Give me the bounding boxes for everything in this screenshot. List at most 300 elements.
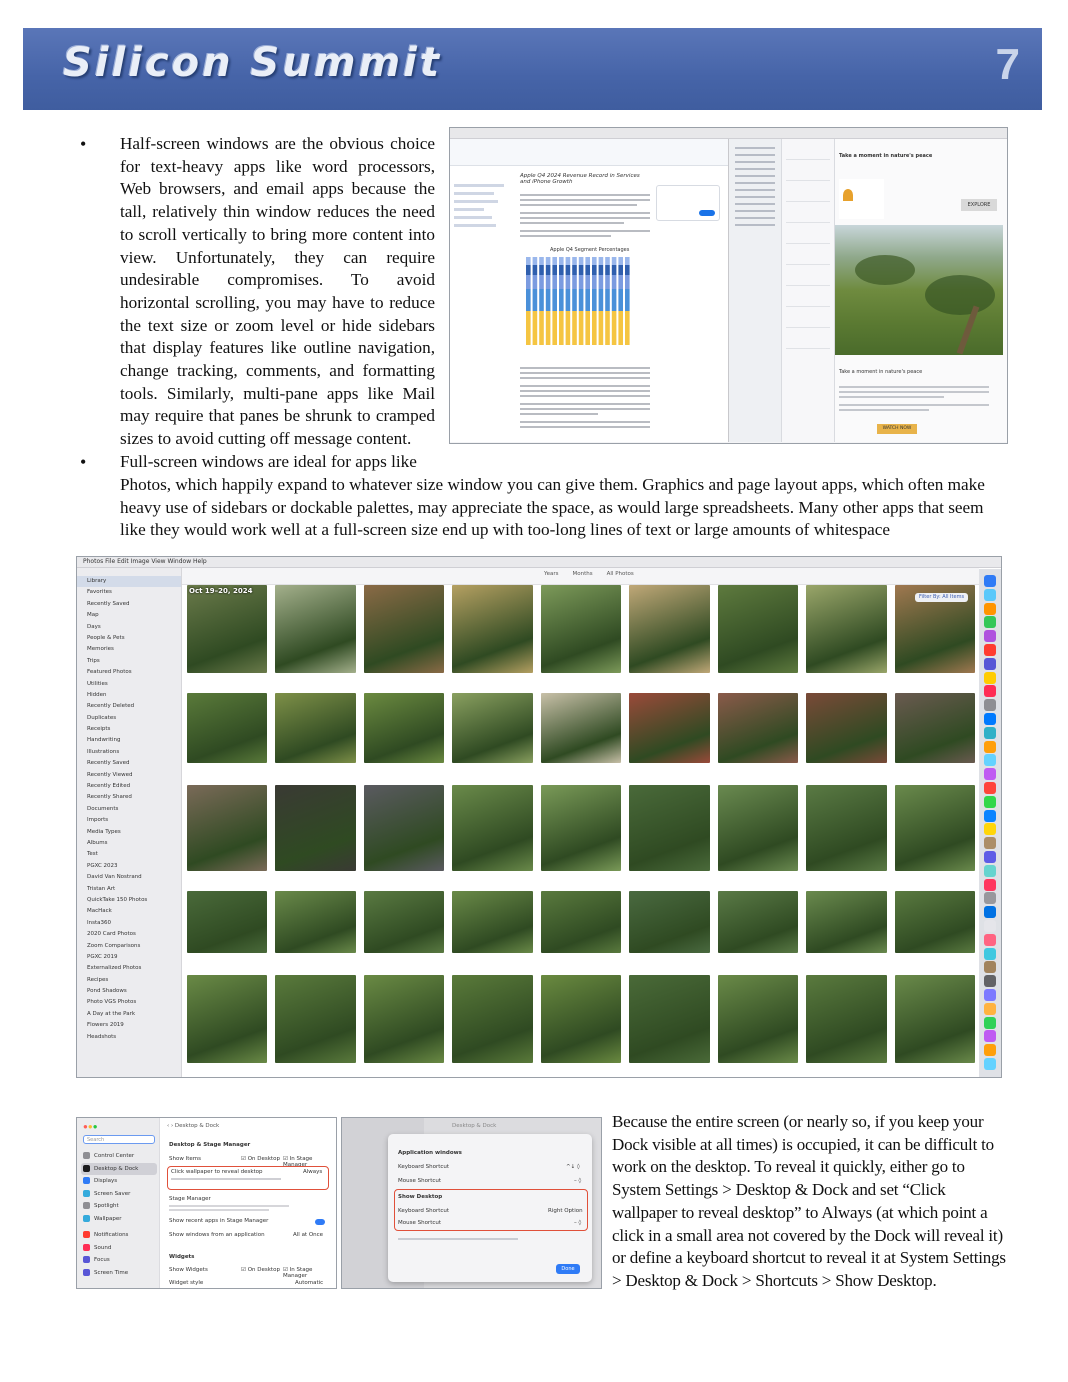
mail-article-lines [839,383,989,414]
chart-bar-segment [612,289,617,311]
settings-sidebar-label: Control Center [94,1153,135,1159]
photos-sidebar-item[interactable]: Headshots [87,1033,117,1040]
chart-bar-segment [585,289,590,311]
settings-sidebar-item[interactable] [81,1188,157,1201]
photo-thumbnail[interactable] [187,693,267,763]
chart-bar-segment [566,289,571,311]
photos-sidebar-item[interactable]: Recently Shared [87,794,132,801]
settings-item-icon [83,1165,90,1172]
photo-thumbnail[interactable] [187,785,267,871]
click-wallpaper-label: Click wallpaper to reveal desktop [171,1169,263,1175]
chart-bar-segment [526,275,531,289]
photo-thumbnail[interactable] [187,891,267,953]
dock-app-icon[interactable] [984,879,996,891]
photo-thumbnail[interactable] [364,891,444,953]
chart-bar-segment [559,275,564,289]
dock-app-icon[interactable] [984,823,996,835]
photos-sidebar-item[interactable]: Recently Deleted [87,703,135,710]
photo-thumbnail[interactable] [452,585,532,673]
chart-bar-segment [559,311,564,345]
photo-thumbnail[interactable] [718,891,798,953]
dock-app-icon[interactable] [984,575,996,587]
photos-sidebar-item[interactable]: People & Pets [87,634,125,641]
dock-app-icon[interactable] [984,768,996,780]
photos-view-tab[interactable]: Years [544,571,559,577]
photos-date-heading: Oct 19–20, 2024 [189,587,253,595]
photos-sidebar-item[interactable]: Recently Viewed [87,771,133,778]
photo-thumbnail[interactable] [364,585,444,673]
settings-desktop-dock-screenshot [76,1117,337,1289]
settings-section-title: Desktop & Stage Manager [169,1142,251,1148]
dock-app-icon[interactable] [984,699,996,711]
settings-sidebar-label: Spotlight [94,1203,119,1209]
show-desktop-heading: Show Desktop [398,1194,443,1200]
settings-sidebar-item[interactable] [81,1242,157,1255]
chart-bar-segment [579,311,584,345]
bullet-paragraph-full-screen: Photos, which happily expand to whatever size window you can give them. Graphics and page layout apps, which often make heavy use of sidebars or dockable palettes, may appreciate the space, as would large spreadsheets. Many other apps that seem like they would work well at a full-screen size end up with too-long lines of text or large amounts of whitespace [120,475,985,540]
show-widgets-label: Show Widgets [169,1267,208,1273]
photo-thumbnail[interactable] [806,785,886,871]
photos-sidebar-item[interactable]: PGXC 2019 [87,953,118,960]
settings-sidebar-label: Notifications [94,1232,129,1238]
settings-item-icon [83,1244,90,1251]
on-desktop-checkbox[interactable]: ☑ On Desktop [241,1156,280,1162]
chart-bar-segment [612,265,617,275]
chart-bar-segment [566,311,571,345]
newsletter-title: Silicon Summit [63,40,443,86]
photo-thumbnail[interactable] [629,785,709,871]
mail-watch-button[interactable]: WATCH NOW [877,424,917,434]
photos-sidebar-item[interactable]: Recently Saved [87,760,130,767]
photos-filter-button[interactable]: Filter By: All Items [915,593,968,602]
photo-thumbnail[interactable] [895,891,975,953]
dock-app-icon[interactable] [984,644,996,656]
photos-sidebar-item[interactable]: Illustrations [87,748,120,755]
photos-sidebar-item[interactable]: Externalized Photos [87,965,142,972]
chart-bar-segment [533,289,538,311]
chart-bar-segment [592,275,597,289]
photos-sidebar [77,568,182,1077]
chart-bar-segment [618,311,623,345]
chart-bar-segment [526,311,531,345]
chart-bar-segment [533,275,538,289]
chart-bar-segment [585,265,590,275]
widgets-desktop-label: On Desktop [247,1267,280,1273]
app-windows-keyboard-label: Keyboard Shortcut [398,1164,450,1170]
chart-bar-segment [552,289,557,311]
photos-sidebar-item[interactable]: Hidden [87,691,107,698]
photos-sidebar-item[interactable]: Recently Saved [87,600,130,607]
dock-app-icon[interactable] [984,1003,996,1015]
chart-bar-segment [612,257,617,265]
settings-item-icon [83,1215,90,1222]
dock-app-icon[interactable] [984,810,996,822]
settings-sidebar-label: Screen Saver [94,1190,131,1197]
photos-sidebar-item[interactable]: Zoom Comparisons [87,942,141,949]
photos-sidebar-item[interactable]: Trips [87,657,100,664]
chart-bar-segment [612,311,617,345]
dock-app-icon[interactable] [984,1044,996,1056]
mail-message-list [782,139,835,442]
photos-sidebar-item[interactable]: QuickTake 150 Photos [87,896,148,903]
settings-sidebar-label: Desktop & Dock [94,1165,139,1172]
split-view-screenshot [449,127,1008,444]
dock-app-icon[interactable] [984,713,996,725]
chart-bar-segment [539,289,544,311]
docs-toolbar [450,139,728,166]
mail-hero-image [835,225,1003,355]
dock-app-icon[interactable] [984,837,996,849]
chart-bar-segment [552,265,557,275]
photos-sidebar-item[interactable]: Featured Photos [87,669,132,676]
photos-sidebar-item[interactable]: Map [87,612,99,619]
settings-item-icon [83,1177,90,1184]
photos-sidebar-item[interactable]: MacHack [87,908,112,915]
dock-app-icon[interactable] [984,727,996,739]
chart-bar-segment [605,289,610,311]
photos-sidebar-item[interactable]: Pond Shadows [87,988,127,995]
chart-bar-segment [625,289,630,311]
recent-apps-toggle[interactable] [315,1219,325,1225]
photo-thumbnail[interactable] [364,975,444,1063]
chart-bar-segment [559,289,564,311]
chart-bar-segment [539,257,544,265]
photo-thumbnail[interactable] [541,891,621,953]
photo-thumbnail[interactable] [364,785,444,871]
docs-body-lines-lower [520,364,650,431]
photos-sidebar-item[interactable]: Memories [87,646,114,653]
closing-paragraph: Because the entire screen (or nearly so, if you keep your Dock visible at all times) is occupied, it can be difficult to work on the desktop. To reveal it quickly, either go to System Settings > Desktop & Dock and set “Click wallpaper to reveal desktop” to Always (at which point a click in a small area not covered by the Dock will reveal it) or define a keyboard shortcut to reveal it at System Settings > Desktop & Dock > Shortcuts > Show Desktop. [612,1112,1006,1290]
app-windows-mouse-label: Mouse Shortcut [398,1178,442,1184]
dock-app-icon[interactable] [984,754,996,766]
chart-bar-segment [579,257,584,265]
show-desktop-keyboard-label: Keyboard Shortcut [398,1208,450,1214]
chart-bar-segment [539,275,544,289]
chart-bar-segment [605,265,610,275]
chart-bar-segment [552,257,557,265]
photo-thumbnail[interactable] [275,585,355,673]
photos-sidebar-item[interactable]: PGXC 2023 [87,862,118,869]
settings-sidebar-item[interactable] [81,1163,157,1176]
dock-app-icon[interactable] [984,1017,996,1029]
dock-app-icon[interactable] [984,975,996,987]
chart-bar-segment [625,311,630,345]
dock [979,569,1001,1077]
chart-bar-segment [579,289,584,311]
app-windows-heading: Application windows [398,1150,462,1156]
photos-sidebar-item[interactable]: Handwriting [87,737,121,744]
dock-app-icon[interactable] [984,1058,996,1070]
chart-bar-segment [605,257,610,265]
done-button[interactable]: Done [556,1264,580,1274]
chart-bar-segment [546,311,551,345]
photos-sidebar-item[interactable]: Insta360 [87,919,111,926]
chart-bar-segment [552,275,557,289]
docs-outline [454,179,514,299]
photos-sidebar-item[interactable]: Recipes [87,976,109,983]
photos-sidebar-item[interactable]: 2020 Card Photos [87,931,136,938]
dock-app-icon[interactable] [984,630,996,642]
chart-bar-segment [566,257,571,265]
dock-app-icon[interactable] [984,892,996,904]
show-desktop-mouse-label: Mouse Shortcut [398,1220,442,1226]
stage-manager-label: Stage Manager [169,1196,211,1202]
dock-app-icon[interactable] [984,920,996,932]
chart-bar-segment [546,257,551,265]
photo-thumbnail[interactable] [452,785,532,871]
docs-comment-card[interactable] [656,185,720,221]
photo-thumbnail[interactable] [629,585,709,673]
chart-bar-segment [605,275,610,289]
chart-bar-segment [585,275,590,289]
photos-sidebar-item[interactable]: Library [77,576,181,587]
show-windows-select[interactable]: All at Once [293,1232,324,1238]
chart-bar-segment [572,289,577,311]
photos-view-tab[interactable]: Months [572,571,593,577]
settings-sidebar-label: Screen Time [94,1269,129,1276]
click-wallpaper-select[interactable]: Always [303,1169,323,1175]
photo-thumbnail[interactable] [187,975,267,1063]
dock-app-icon[interactable] [984,685,996,697]
chart-bar-segment [526,257,531,265]
chart-bar-segment [539,265,544,275]
dock-app-icon[interactable] [984,658,996,670]
dock-app-icon[interactable] [984,865,996,877]
chart-bar-segment [585,257,590,265]
chart-bar-segment [579,275,584,289]
chart-bar-segment [572,257,577,265]
chart-bar-segment [625,265,630,275]
widgets-stage-checkbox[interactable]: ☑ In Stage Manager [283,1267,313,1279]
bullet-paragraph-half-screen: Half-screen windows are the obvious choice for text-heavy apps like word processors, Web browsers, and email apps because the tall, relatively thin window reduces the need to scroll vertically to bring more content into view. Unfortunately, they can require undesirable compromises. To avoid horizontal scrolling, you may have to reduce the text size or zoom level or hide sidebars that display features like outline navigation, change tracking, comments, and formatting tools. Similarly, multi-pane apps like Mail may require that panes be shrunk to cramped sizes to avoid cutting off message content. [120,134,435,449]
chart-bar-segment [599,311,604,345]
dock-app-icon[interactable] [984,616,996,628]
photo-thumbnail[interactable] [275,975,355,1063]
dock-app-icon[interactable] [984,851,996,863]
dock-app-icon[interactable] [984,589,996,601]
docs-body-lines [520,191,650,240]
photo-thumbnail[interactable] [629,891,709,953]
chart-bar-segment [592,311,597,345]
mail-subject: Take a moment in nature's peace [839,153,933,159]
chart-bar-segment [572,265,577,275]
photos-sidebar-item[interactable]: Days [87,623,101,630]
photo-thumbnail[interactable] [187,585,267,673]
shortcuts-sheet [388,1134,592,1282]
show-windows-label: Show windows from an application [169,1232,265,1238]
photos-sidebar-item[interactable]: Tristan Art [87,885,116,892]
widgets-desktop-checkbox[interactable]: ☑ On Desktop [241,1267,280,1273]
photo-thumbnail[interactable] [452,891,532,953]
photos-sidebar-item[interactable]: Test [87,851,98,858]
dock-app-icon[interactable] [984,906,996,918]
chart-bar-segment [559,265,564,275]
stage-manager-label: In Stage Manager [283,1156,313,1168]
photo-thumbnail[interactable] [806,693,886,763]
chart-bar-segment [605,311,610,345]
chart-bar-segment [579,265,584,275]
chart-bar-segment [612,275,617,289]
photos-view-tab[interactable]: All Photos [606,571,634,577]
photo-thumbnail[interactable] [718,975,798,1063]
photos-grid [183,585,979,1077]
settings-sidebar-item[interactable] [81,1213,157,1226]
photo-thumbnail[interactable] [806,975,886,1063]
mail-sender-logo [839,179,884,219]
photo-thumbnail[interactable] [895,785,975,871]
photo-thumbnail[interactable] [275,785,355,871]
docs-heading: Apple Q4 2024 Revenue Record in Services and iPhone Growth [520,173,640,185]
show-desktop-keyboard-select[interactable]: Right Option [548,1208,583,1214]
bullet-paragraph-full-screen-start: Full-screen windows are ideal for apps like [120,452,417,471]
photo-thumbnail[interactable] [364,693,444,763]
chart-bar-segment [533,265,538,275]
dock-app-icon[interactable] [984,948,996,960]
settings-shortcuts-screenshot [341,1117,602,1289]
mail-mailbox-list [729,139,782,442]
settings-sidebar-item[interactable] [81,1150,157,1163]
dock-app-icon[interactable] [984,603,996,615]
photo-thumbnail[interactable] [629,975,709,1063]
photos-sidebar-item[interactable]: Photo VGS Photos [87,999,137,1006]
chart-bar-segment [526,289,531,311]
chart-bar-segment [526,265,531,275]
photos-sidebar-item[interactable]: Utilities [87,680,108,687]
chart-bar-segment [625,275,630,289]
chart-bar-segment [592,265,597,275]
settings-breadcrumb-dimmed: Desktop & Dock [452,1123,497,1129]
photo-thumbnail[interactable] [275,693,355,763]
chart-bar-segment [546,275,551,289]
settings-sidebar-item[interactable] [81,1200,157,1213]
photo-thumbnail[interactable] [541,693,621,763]
chart-bar-segment [599,289,604,311]
mail-window [729,139,1007,442]
chart-bar-segment [546,265,551,275]
settings-search-field[interactable]: Search [83,1135,155,1144]
widgets-stage-label: In Stage Manager [283,1267,313,1279]
settings-sidebar: ● ● ● Search Control Center Desktop & Dock Displays Screen Saver Spotlight Wallpaper Notifications Sound Focus Screen Time [77,1118,160,1288]
settings-sidebar-label: Wallpaper [94,1215,122,1222]
recent-apps-label: Show recent apps in Stage Manager [169,1218,269,1224]
chart-bar-segment [533,311,538,345]
photos-screenshot [76,556,1002,1078]
dock-app-icon[interactable] [984,934,996,946]
chart-bar-segment [533,257,538,265]
photo-thumbnail[interactable] [541,585,621,673]
chart-bar-segment [618,275,623,289]
dock-app-icon[interactable] [984,741,996,753]
photo-thumbnail[interactable] [806,891,886,953]
chart-bar-segment [559,257,564,265]
photos-sidebar-item[interactable]: Imports [87,817,109,824]
settings-item-icon [83,1256,90,1263]
photo-thumbnail[interactable] [718,693,798,763]
on-desktop-label: On Desktop [247,1156,280,1162]
show-desktop-mouse-select[interactable]: – ◊ [574,1220,582,1226]
settings-sidebar-item[interactable] [81,1254,157,1267]
chart-bar-segment [592,289,597,311]
settings-sidebar-item[interactable] [81,1175,157,1188]
settings-sidebar-item[interactable] [81,1229,157,1242]
photos-sidebar-item[interactable]: David Van Nostrand [87,874,142,881]
dock-app-icon[interactable] [984,672,996,684]
photos-sidebar-item[interactable]: Flowers 2019 [87,1022,124,1029]
chart-bar-segment [585,311,590,345]
dock-app-icon[interactable] [984,989,996,1001]
photo-thumbnail[interactable] [629,693,709,763]
photo-thumbnail[interactable] [718,785,798,871]
dock-app-icon[interactable] [984,796,996,808]
newsletter-header [23,28,1042,110]
settings-item-icon [83,1231,90,1238]
app-windows-keyboard-select[interactable]: ^↓ ◊ [566,1164,580,1170]
widget-style-label: Widget style [169,1280,204,1286]
chart-bar-segment [618,257,623,265]
app-windows-mouse-select[interactable]: – ◊ [574,1178,582,1184]
settings-item-icon [83,1269,90,1276]
photos-sidebar-item[interactable]: Favorites [87,589,112,596]
settings-sidebar-label: Displays [94,1178,118,1184]
photo-thumbnail[interactable] [541,785,621,871]
mail-explore-button[interactable]: EXPLORE [961,199,997,211]
dock-app-icon[interactable] [984,961,996,973]
docs-window [450,139,729,442]
chart-bar-segment [618,265,623,275]
settings-breadcrumb[interactable]: ‹ › Desktop & Dock [167,1123,220,1129]
photos-sidebar-item[interactable]: Albums [87,839,108,846]
mail-article-title: Take a moment in nature's peace [839,369,923,375]
photo-thumbnail[interactable] [452,975,532,1063]
settings-item-icon [83,1202,90,1209]
photo-thumbnail[interactable] [275,891,355,953]
settings-item-icon [83,1190,90,1197]
menubar [450,128,1007,139]
chart-bar-segment [566,275,571,289]
chart-bar-segment [599,275,604,289]
photos-sidebar-item[interactable]: A Day at the Park [87,1010,136,1017]
widgets-section-title: Widgets [169,1254,195,1260]
page-number: 7 [995,40,1020,89]
settings-sidebar-label: Sound [94,1244,112,1251]
photo-thumbnail[interactable] [452,693,532,763]
photos-sidebar-item[interactable]: Documents [87,805,119,812]
chart-bar-segment [552,311,557,345]
photo-thumbnail[interactable] [895,975,975,1063]
settings-sidebar-item[interactable] [81,1267,157,1280]
settings-breadcrumb-label: Desktop & Dock [174,1123,220,1129]
photo-thumbnail[interactable] [541,975,621,1063]
photos-sidebar-item[interactable]: Receipts [87,726,111,733]
bullet-marker: • [80,452,87,472]
show-items-label: Show Items [169,1156,201,1162]
docs-bar-chart [522,255,632,355]
photos-sidebar-item[interactable]: Recently Edited [87,783,131,790]
widget-style-select[interactable]: Automatic [295,1280,324,1286]
photo-thumbnail[interactable] [718,585,798,673]
photos-sidebar-item[interactable]: Media Types [87,828,121,835]
chart-bar-segment [572,311,577,345]
photo-thumbnail[interactable] [806,585,886,673]
bullet-marker: • [80,134,87,154]
dock-app-icon[interactable] [984,1030,996,1042]
photos-sidebar-item[interactable]: Duplicates [87,714,117,721]
chart-bar-segment [546,289,551,311]
dock-app-icon[interactable] [984,782,996,794]
stage-manager-checkbox[interactable]: ☑ In Stage Manager [283,1156,313,1168]
chart-bar-segment [618,289,623,311]
photo-thumbnail[interactable] [895,693,975,763]
